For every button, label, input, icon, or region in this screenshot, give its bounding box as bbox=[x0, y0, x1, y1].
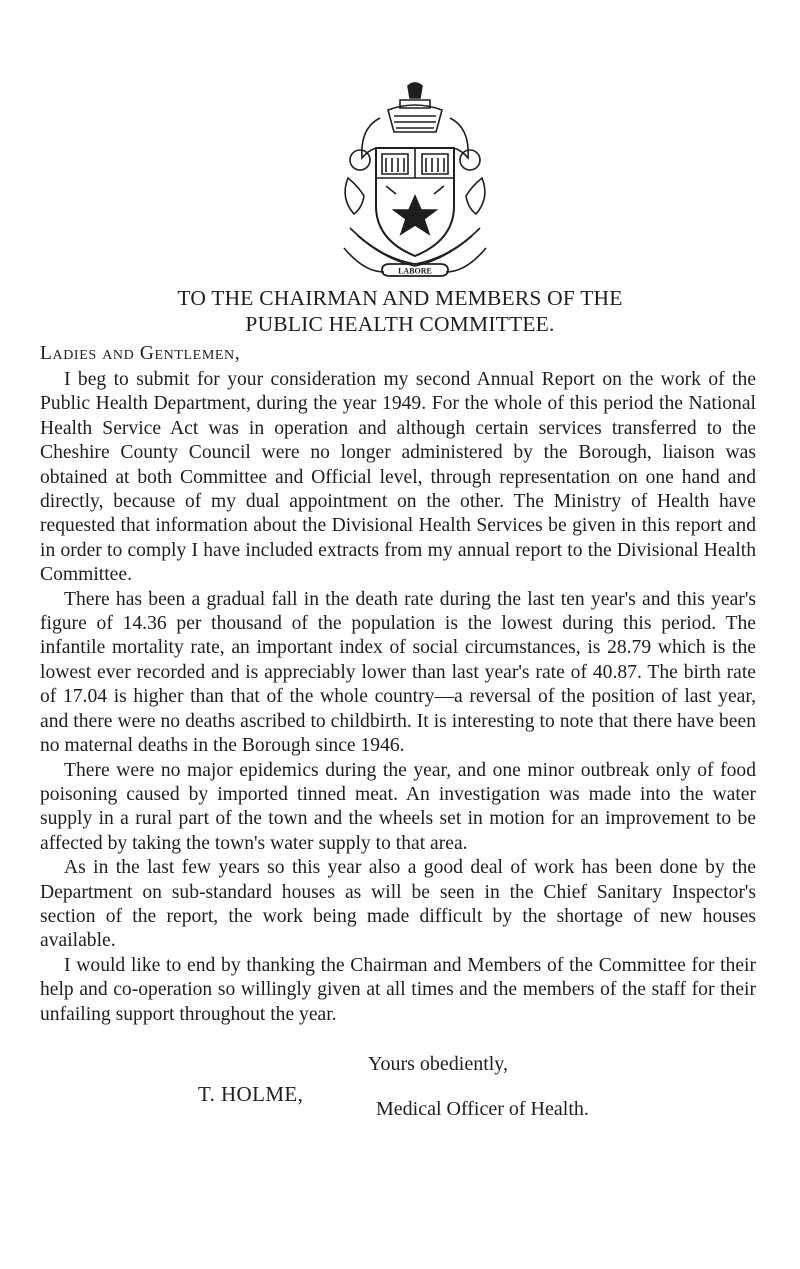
paragraph-vital-statistics: There has been a gradual fall in the death rate during the last ten year's and this year's figure of 14.36 per thousand of the population is the lowest during this period. The infantile mortality rate, an important index of social circumstances, is 28.79 which is the lowest ever recorded and is appreciably lower than last year's rate of 40.87. The birth rate of 17.04 is higher than that of the whole country—a reversal of the position of last year, and there were no deaths ascribed to childbirth. It is interesting to note that there have been no maternal deaths in the Borough since 1946. bbox=[40, 588, 756, 757]
heading-line-1: TO THE CHAIRMAN AND MEMBERS OF THE bbox=[177, 286, 623, 310]
paragraph-thanks: I would like to end by thanking the Chairman and Members of the Committee for their help and co-operation so willingly given at all times and the members of the staff for their unfailing support throughout the year. bbox=[40, 954, 756, 1025]
closing: Yours obediently, bbox=[368, 1053, 509, 1075]
paragraph-housing: As in the last few years so this year also a good deal of work has been done by the Department on sub-standard houses as will be seen in the Chief Sanitary Inspector's section of the report, the work being made difficult by the shortage of new houses available. bbox=[40, 857, 756, 952]
heading-line-2: PUBLIC HEALTH COMMITTEE. bbox=[245, 312, 555, 336]
salutation: Ladies and Gentlemen, bbox=[40, 343, 241, 364]
paragraph-epidemics: There were no major epidemics during the year, and one minor outbreak only of food poisoning caused by imported tinned meat. An investigation was made into the water supply in a rural part of the town and the wheels set in motion for an improvement to be affected by taking the town's water supply to that area. bbox=[40, 759, 756, 854]
crest-motto: LABORE bbox=[398, 266, 432, 276]
borough-crest-icon bbox=[330, 78, 500, 286]
paragraph-intro: I beg to submit for your consideration my second Annual Report on the work of the Public Health Department, during the year 1949. For the whole of this period the National Health Service Act was in operation and although certain services transferred to the Cheshire County Council were no longer administered by the Borough, liaison was obtained at both Committee and Official level, through representation on one hand and directly, because of my dual appointment on the other. The Ministry of Health have requested that information about the Divisional Health Services be given in this report and in order to comply I have included extracts from my annual report to the Divisional Health Committee. bbox=[40, 369, 756, 586]
signer-name: T. HOLME, bbox=[198, 1082, 304, 1106]
letter-body bbox=[40, 368, 756, 1027]
signer-title: Medical Officer of Health. bbox=[376, 1098, 589, 1120]
